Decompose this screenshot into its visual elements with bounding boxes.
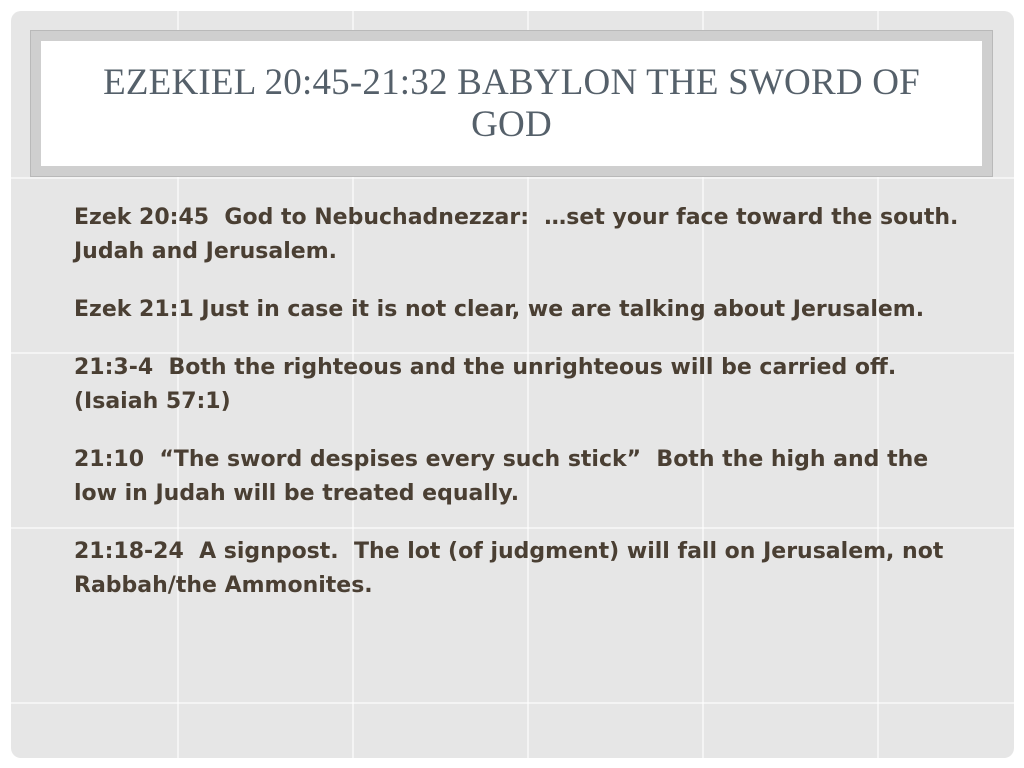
body-paragraph: 21:10 “The sword despises every such stick” Both the high and the low in Judah will be treated equally.: [74, 447, 936, 506]
body-paragraph: 21:3-4 Both the righteous and the unrighteous will be carried off. (Isaiah 57:1): [74, 355, 904, 414]
slide-body: [74, 201, 982, 627]
body-paragraph: Ezek 20:45 God to Nebuchadnezzar: …set your face toward the south. Judah and Jerusalem.: [74, 205, 982, 264]
body-paragraph: Ezek 21:1 Just in case it is not clear, we are talking about Jerusalem.: [74, 297, 925, 322]
title-box: [41, 41, 982, 166]
slide: [11, 11, 1014, 758]
title-frame: [30, 30, 993, 177]
body-paragraph: 21:18-24 A signpost. The lot (of judgment) will fall on Jerusalem, not Rabbah/the Ammonites.: [74, 539, 952, 598]
slide-title: EZEKIEL 20:45-21:32 BABYLON THE SWORD OF GOD: [103, 61, 920, 145]
